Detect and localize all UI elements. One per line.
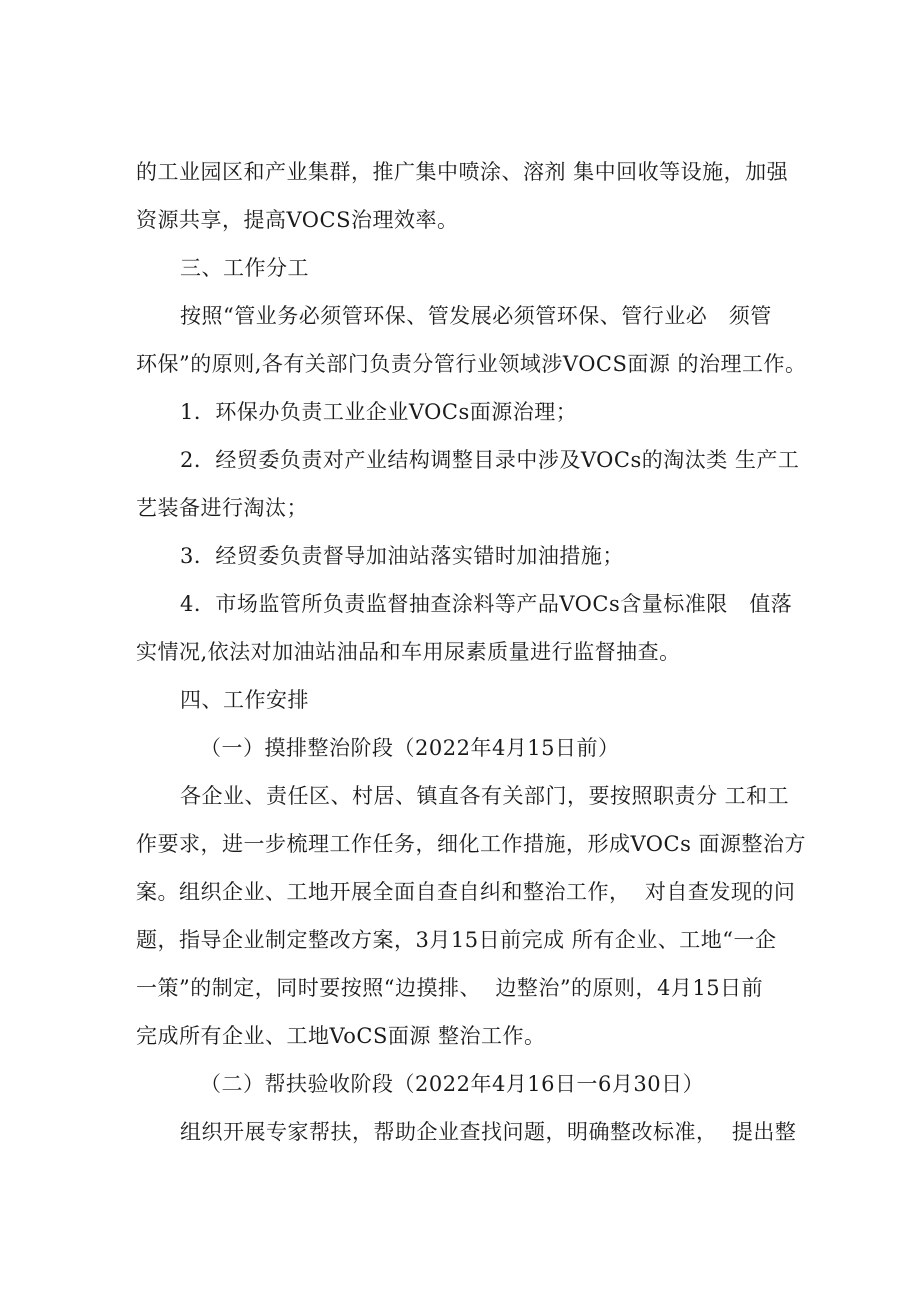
list-item: 2．经贸委负责对产业结构调整目录中涉及VOCs的淘汰类 生产工 xyxy=(180,448,800,472)
list-item: 1．环保办负责工业企业VOCs面源治理； xyxy=(180,400,578,424)
paragraph-line: 按照“管业务必须管环保、管发展必须管环保、管行业必 须管 xyxy=(180,304,772,328)
paragraph-line: 一策”的制定，同时要按照“边摸排、 边整治”的原则，4月15日前 xyxy=(136,976,764,1000)
paragraph-line: 各企业、责任区、村居、镇直各有关部门，要按照职责分 工和工 xyxy=(180,784,790,808)
paragraph-line: 完成所有企业、工地VoCS面源 整治工作。 xyxy=(136,1024,546,1048)
paragraph-line: 组织开展专家帮扶，帮助企业查找问题，明确整改标准， 提出整 xyxy=(180,1120,797,1144)
paragraph-line: 作要求，进一步梳理工作任务，细化工作措施，形成VOCs 面源整治方 xyxy=(136,832,807,856)
paragraph-line: 资源共享，提高VOCS治理效率。 xyxy=(136,208,459,232)
section-heading: 四、工作安排 xyxy=(180,688,309,712)
paragraph-line: 艺装备进行淘汰； xyxy=(136,496,308,520)
paragraph-line: 实情况,依法对加油站油品和车用尿素质量进行监督抽查。 xyxy=(136,640,681,664)
section-heading: 三、工作分工 xyxy=(180,256,309,280)
subsection-heading: （一）摸排整治阶段（2022年4月15日前） xyxy=(200,736,620,760)
paragraph-line: 的工业园区和产业集群，推广集中喷涂、溶剂 集中回收等设施，加强 xyxy=(136,160,789,184)
subsection-heading: （二）帮扶验收阶段（2022年4月16日一6月30日） xyxy=(200,1072,705,1096)
paragraph-line: 案。组织企业、工地开展全面自查自纠和整治工作， 对自查发现的问 xyxy=(136,880,796,904)
paragraph-line: 环保”的原则,各有关部门负责分管行业领域涉VOCS面源 的治理工作。 xyxy=(136,352,807,376)
list-item: 4．市场监管所负责监督抽查涂料等产品VOCs含量标准限 值落 xyxy=(180,592,793,616)
paragraph-line: 题，指导企业制定整改方案，3月15日前完成 所有企业、工地“一企 xyxy=(136,928,777,952)
list-item: 3．经贸委负责督导加油站落实错时加油措施； xyxy=(180,544,624,568)
